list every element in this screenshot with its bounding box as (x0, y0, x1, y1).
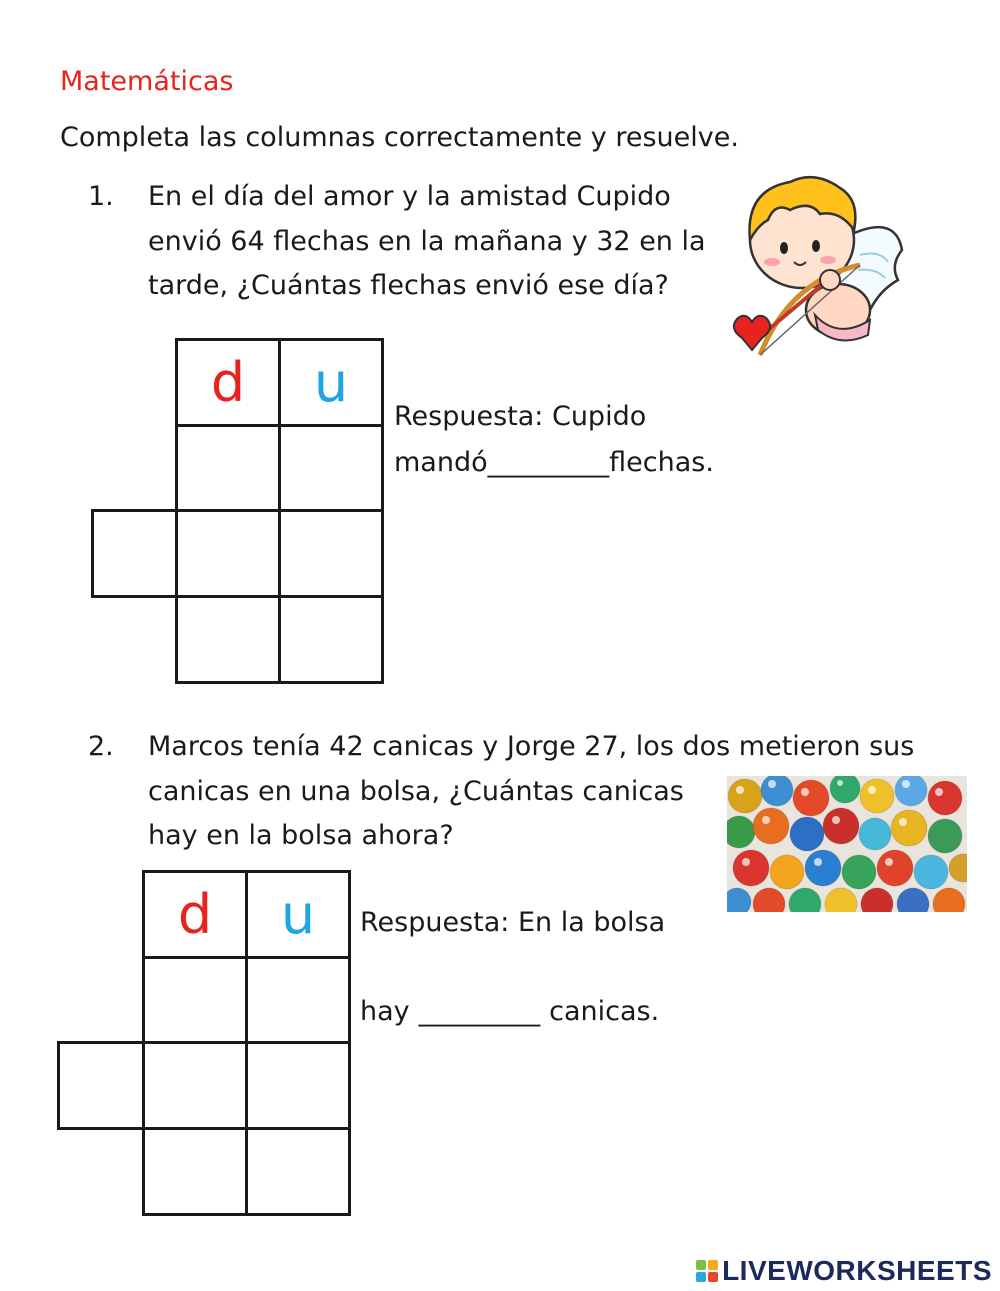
tens-header-cell: d (142, 870, 248, 959)
units-addend-2-cell[interactable] (245, 1041, 351, 1130)
answer-sentence (394, 449, 714, 476)
problem-text-line: Marcos tenía 42 canicas y Jorge 27, los dos metieron sus (148, 731, 915, 762)
liveworksheets-logo-icon (696, 1260, 718, 1282)
problem-text-line: En el día del amor y la amistad Cupido (148, 181, 671, 212)
units-result-cell[interactable] (278, 595, 384, 684)
answer-suffix: canicas. (549, 996, 660, 1027)
liveworksheets-brand (696, 1255, 992, 1287)
cupid-illustration (720, 170, 910, 375)
units-result-cell[interactable] (245, 1127, 351, 1216)
problem-text-line: hay en la bolsa ahora? (148, 820, 454, 851)
instructions: Completa las columnas correctamente y resuelve. (60, 122, 739, 153)
problem-text-line: tarde, ¿Cuántas flechas envió ese día? (148, 270, 669, 301)
units-addend-2-cell[interactable] (278, 509, 384, 598)
marbles-photo (727, 776, 967, 912)
operator-cell[interactable] (57, 1041, 145, 1130)
answer-prefix: hay (360, 996, 410, 1027)
tens-result-cell[interactable] (175, 595, 281, 684)
tens-addend-2-cell[interactable] (142, 1041, 248, 1130)
tens-header-cell: d (175, 338, 281, 427)
units-header-cell: u (245, 870, 351, 959)
problem-text-line: envió 64 flechas en la mañana y 32 en la (148, 226, 706, 257)
problem-number: 2. (88, 731, 114, 762)
problem-text-line: canicas en una bolsa, ¿Cuántas canicas (148, 776, 684, 807)
subject-title: Matemáticas (60, 66, 234, 97)
answer-line: Respuesta: En la bolsa (360, 907, 666, 938)
brand-name: LIVEWORKSHEETS (722, 1255, 992, 1286)
units-header-cell: u (278, 338, 384, 427)
answer-prefix: mandó (394, 447, 488, 478)
units-addend-1-cell[interactable] (245, 956, 351, 1044)
answer-blank[interactable]: _________ (487, 447, 610, 478)
operator-cell[interactable] (91, 509, 178, 598)
answer-suffix: flechas. (609, 447, 714, 478)
problem-number: 1. (88, 181, 114, 212)
tens-result-cell[interactable] (142, 1127, 248, 1216)
answer-blank[interactable]: _________ (418, 996, 541, 1027)
units-addend-1-cell[interactable] (278, 424, 384, 512)
tens-addend-2-cell[interactable] (175, 509, 281, 598)
tens-addend-1-cell[interactable] (142, 956, 248, 1044)
answer-sentence (360, 998, 659, 1025)
tens-addend-1-cell[interactable] (175, 424, 281, 512)
answer-line: Respuesta: Cupido (394, 401, 647, 432)
